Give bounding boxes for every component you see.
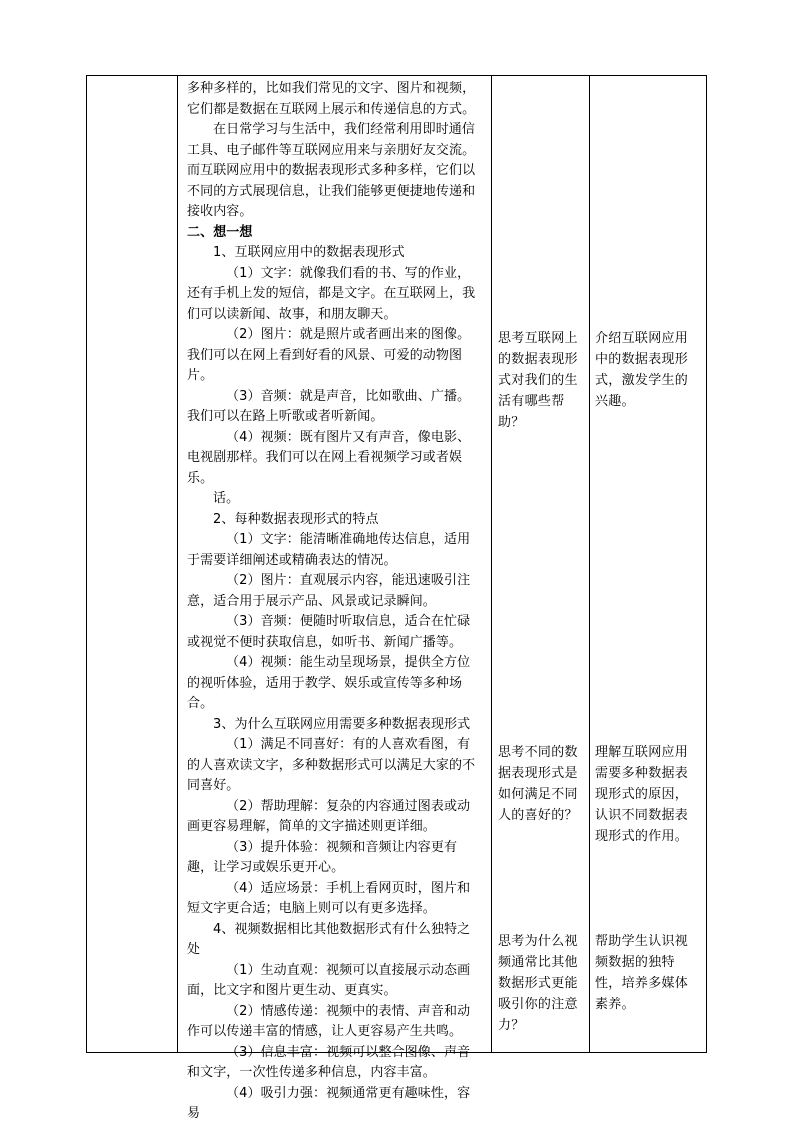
teaching-content-column [182, 76, 482, 1125]
content-paragraph: （4）视频：既有图片又有声音，像电影、电视剧那样。我们可以在网上看视频学习或者娱乐。 [187, 429, 471, 486]
student-activity-text: 思考为什么视频通常比其他数据形式更能吸引你的注意力？ [498, 934, 578, 1033]
student-activity-text: 思考互联网上的数据表现形式对我们的生活有哪些帮助？ [498, 331, 578, 430]
content-paragraph: 多种多样的，比如我们常见的文字、图片和视频，它们都是数据在互联网上展示和传递信息的方式。 [187, 81, 476, 117]
content-paragraph: （1）文字：就像我们看的书、写的作业，还有手机上发的短信，都是文字。在互联网上，我们可以读新闻、故事，和朋友聊天。 [187, 265, 476, 322]
content-paragraph: （3）音频：就是声音，比如歌曲、广播。我们可以在路上听歌或者听新闻。 [187, 388, 471, 424]
subsection-heading: 3、为什么互联网应用需要多种数据表现形式 [213, 716, 471, 732]
subsection-heading: 2、每种数据表现形式的特点 [213, 511, 379, 527]
content-paragraph: （3）音频：便随时听取信息，适合在忙碌或视觉不便时获取信息，如听书、新闻广播等。 [187, 614, 471, 650]
content-paragraph: （4）适应场景：手机上看网页时，图片和短文字更合适；电脑上则可以有更多选择。 [187, 880, 471, 916]
content-paragraph: （1）满足不同喜好：有的人喜欢看图，有的人喜欢读文字，多种数据形式可以满足大家的不同喜好。 [187, 737, 476, 793]
content-paragraph: （3）信息丰富：视频可以整合图像、声音和文字，一次性传递多种信息，内容丰富。 [187, 1044, 471, 1080]
design-intent-text: 介绍互联网应用中的数据表现形式，激发学生的兴趣。 [595, 331, 689, 409]
design-intent-text: 帮助学生认识视频数据的独特性，培养多媒体素养。 [595, 934, 689, 1012]
subsection-heading: 1、互联网应用中的数据表现形式 [213, 245, 405, 260]
content-paragraph: （1）文字：能清晰准确地传达信息，适用于需要详细阐述或精确表达的情况。 [187, 532, 471, 568]
column-divider [589, 76, 590, 1052]
content-paragraph: （1）生动直观：视频可以直接展示动态画面，比文字和图片更生动、更真实。 [187, 962, 471, 998]
content-paragraph: （4）视频：能生动呈现场景，提供全方位的视听体验，适用于教学、娱乐或宣传等多种场合。 [187, 655, 471, 711]
content-paragraph: （2）图片：就是照片或者画出来的图像。我们可以在网上看到好看的风景、可爱的动物图片。 [187, 327, 471, 383]
content-paragraph: （4）吸引力强：视频通常更有趣味性，容易 [187, 1085, 471, 1121]
content-paragraph: 在日常学习与生活中，我们经常利用即时通信工具、电子邮件等互联网应用来与亲朋好友交流。而互联网应用中的数据表现形式多种多样，它们以不同的方式展现信息，让我们能够更便捷地传递和接收内容。 [187, 122, 476, 219]
content-paragraph: 话。 [213, 491, 240, 506]
subsection-heading: 4、视频数据相比其他数据形式有什么独特之处 [187, 921, 471, 957]
content-paragraph: （3）提升体验：视频和音频让内容更有趣，让学习或娱乐更开心。 [187, 839, 458, 875]
design-intent-text: 理解互联网应用需要多种数据表现形式的原因，认识不同数据表现形式的作用。 [595, 745, 689, 844]
column-divider [177, 76, 178, 1052]
content-paragraph: （2）情感传递：视频中的表情、声音和动作可以传递丰富的情感，让人更容易产生共鸣。 [187, 1003, 471, 1039]
student-activity-text: 思考不同的数据表现形式是如何满足不同人的喜好的？ [498, 745, 578, 823]
section-heading: 二、想一想 [187, 224, 253, 240]
content-paragraph: （2）帮助理解：复杂的内容通过图表或动画更容易理解，简单的文字描述则更详细。 [187, 798, 471, 834]
content-paragraph: （2）图片：直观展示内容，能迅速吸引注意，适合用于展示产品、风景或记录瞬间。 [187, 573, 471, 609]
lesson-plan-table [86, 75, 707, 1121]
column-divider [491, 76, 492, 1052]
